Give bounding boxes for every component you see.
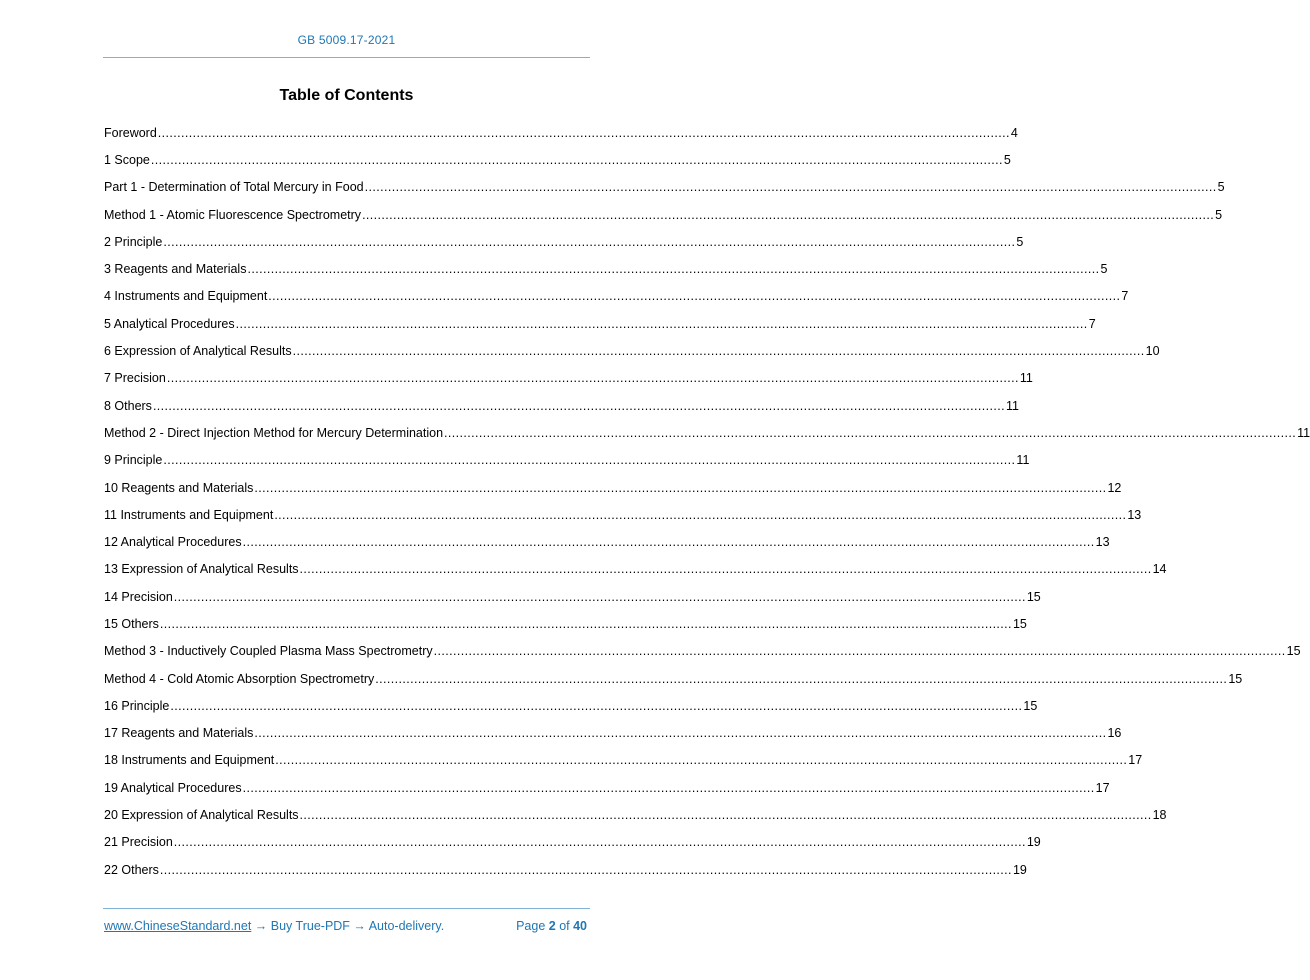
toc-entry-label: Method 3 - Inductively Coupled Plasma Mass Spectrometry xyxy=(104,644,433,659)
toc-entry-label: 4 Instruments and Equipment xyxy=(104,289,268,304)
toc-entry-label: 14 Precision xyxy=(104,589,173,604)
toc-entry-page: 11 xyxy=(1297,425,1310,440)
toc-dot-leader: ............................................................................................................................................................................................................................ xyxy=(170,698,1023,713)
toc-entry-label: 17 Reagents and Materials xyxy=(104,726,254,741)
toc-dot-leader: ............................................................................................................................................................................................................................ xyxy=(242,780,1095,795)
toc-entry[interactable] xyxy=(104,665,1243,692)
toc-entry-label: 19 Analytical Procedures xyxy=(104,780,242,795)
page-prefix: Page xyxy=(516,919,549,933)
toc-entry-label: 18 Instruments and Equipment xyxy=(104,753,275,768)
toc-dot-leader: ............................................................................................................................................................................................................................ xyxy=(157,125,1010,140)
toc-entry-page: 10 xyxy=(1145,344,1160,359)
toc-entry-page: 17 xyxy=(1095,780,1110,795)
total-pages-number: 40 xyxy=(573,919,587,933)
toc-entry-label: Method 1 - Atomic Fluorescence Spectrometry xyxy=(104,207,362,222)
toc-entry[interactable] xyxy=(104,720,1122,747)
page-title: Table of Contents xyxy=(279,87,414,104)
toc-dot-leader: ............................................................................................................................................................................................................................ xyxy=(299,562,1152,577)
toc-entry-label: 8 Others xyxy=(104,398,152,413)
toc-entry-label: 9 Principle xyxy=(104,453,163,468)
toc-entry[interactable] xyxy=(104,419,1310,446)
toc-entry-label: 7 Precision xyxy=(104,371,166,386)
toc-entry-page: 11 xyxy=(1016,453,1030,468)
page-indicator xyxy=(516,919,587,933)
footer-promo xyxy=(104,919,444,933)
toc-dot-leader: ............................................................................................................................................................................................................................ xyxy=(159,616,1012,631)
toc-entry-label: 16 Principle xyxy=(104,698,170,713)
toc-entry[interactable] xyxy=(104,501,1142,528)
toc-entry-label: 2 Principle xyxy=(104,234,163,249)
toc-entry-label: 3 Reagents and Materials xyxy=(104,262,247,277)
toc-entry-page: 7 xyxy=(1088,316,1096,331)
toc-entry[interactable] xyxy=(104,556,1167,583)
toc-entry-label: 20 Expression of Analytical Results xyxy=(104,808,299,823)
toc-entry-label: 12 Analytical Procedures xyxy=(104,535,242,550)
toc-entry-page: 15 xyxy=(1023,698,1038,713)
toc-entry-page: 17 xyxy=(1128,753,1143,768)
toc-entry[interactable] xyxy=(104,774,1110,801)
toc-dot-leader: ............................................................................................................................................................................................................................ xyxy=(173,835,1026,850)
toc-entry[interactable] xyxy=(104,337,1160,364)
toc-entry-label: Part 1 - Determination of Total Mercury in Food xyxy=(104,180,364,195)
toc-entry[interactable] xyxy=(104,146,1011,173)
toc-entry-page: 15 xyxy=(1286,644,1301,659)
toc-dot-leader: ............................................................................................................................................................................................................................ xyxy=(152,398,1005,413)
toc-dot-leader: ............................................................................................................................................................................................................................ xyxy=(163,453,1016,468)
toc-entry-page: 11 xyxy=(1019,371,1033,386)
toc-entry[interactable] xyxy=(104,474,1122,501)
toc-entry-label: 6 Expression of Analytical Results xyxy=(104,344,292,359)
toc-dot-leader: ............................................................................................................................................................................................................................ xyxy=(166,371,1019,386)
toc-entry-page: 15 xyxy=(1026,589,1041,604)
toc-dot-leader: ............................................................................................................................................................................................................................ xyxy=(268,289,1121,304)
toc-entry-label: Foreword xyxy=(104,125,157,140)
toc-dot-leader: ............................................................................................................................................................................................................................ xyxy=(444,425,1297,440)
page-separator: of xyxy=(555,919,574,933)
toc-entry[interactable] xyxy=(104,174,1225,201)
toc-dot-leader: ............................................................................................................................................................................................................................ xyxy=(235,316,1088,331)
toc-entry-page: 5 xyxy=(1215,207,1223,222)
toc-dot-leader: ............................................................................................................................................................................................................................ xyxy=(150,152,1003,167)
toc-entry[interactable] xyxy=(104,801,1167,828)
toc-dot-leader: ............................................................................................................................................................................................................................ xyxy=(247,262,1100,277)
toc-entry[interactable] xyxy=(104,392,1019,419)
footer-tagline: → Buy True-PDF → Auto-delivery. xyxy=(251,919,445,933)
toc-entry-page: 11 xyxy=(1005,398,1019,413)
toc-entry-label: 13 Expression of Analytical Results xyxy=(104,562,299,577)
toc-entry[interactable] xyxy=(104,310,1096,337)
toc-entry-page: 15 xyxy=(1012,616,1027,631)
toc-entry-page: 7 xyxy=(1121,289,1129,304)
toc-entry-page: 14 xyxy=(1152,562,1167,577)
toc-dot-leader: ............................................................................................................................................................................................................................ xyxy=(173,589,1026,604)
toc-entry-page: 19 xyxy=(1012,862,1027,877)
header-divider xyxy=(103,57,590,58)
toc-dot-leader: ............................................................................................................................................................................................................................ xyxy=(292,344,1145,359)
toc-entry-page: 13 xyxy=(1127,507,1142,522)
toc-entry[interactable] xyxy=(104,201,1223,228)
toc-entry-page: 5 xyxy=(1217,180,1225,195)
toc-entry-page: 15 xyxy=(1228,671,1243,686)
toc-entry-page: 4 xyxy=(1010,125,1018,140)
toc-entry-label: 11 Instruments and Equipment xyxy=(104,507,274,522)
toc-entry[interactable] xyxy=(104,747,1143,774)
toc-dot-leader: ............................................................................................................................................................................................................................ xyxy=(375,671,1228,686)
toc-entry-page: 13 xyxy=(1095,535,1110,550)
website-link[interactable]: www.ChineseStandard.net xyxy=(104,919,252,933)
toc-entry[interactable] xyxy=(104,255,1108,282)
toc-list xyxy=(104,119,1310,883)
toc-entry-label: 5 Analytical Procedures xyxy=(104,316,235,331)
toc-dot-leader: ............................................................................................................................................................................................................................ xyxy=(299,808,1152,823)
toc-dot-leader: ............................................................................................................................................................................................................................ xyxy=(242,535,1095,550)
toc-dot-leader: ............................................................................................................................................................................................................................ xyxy=(362,207,1215,222)
toc-entry[interactable] xyxy=(104,856,1027,883)
toc-entry[interactable] xyxy=(104,829,1041,856)
toc-dot-leader: ............................................................................................................................................................................................................................ xyxy=(274,507,1127,522)
toc-entry-page: 18 xyxy=(1152,808,1167,823)
toc-dot-leader: ............................................................................................................................................................................................................................ xyxy=(275,753,1128,768)
toc-entry[interactable] xyxy=(104,638,1301,665)
toc-entry[interactable] xyxy=(104,528,1110,555)
current-page-number: 2 xyxy=(548,919,556,933)
toc-entry-label: Method 4 - Cold Atomic Absorption Spectrometry xyxy=(104,671,375,686)
toc-entry-label: 15 Others xyxy=(104,616,159,631)
toc-entry-label: 22 Others xyxy=(104,862,159,877)
toc-dot-leader: ............................................................................................................................................................................................................................ xyxy=(433,644,1286,659)
toc-dot-leader: ............................................................................................................................................................................................................................ xyxy=(364,180,1217,195)
toc-entry[interactable] xyxy=(104,228,1024,255)
toc-entry-page: 5 xyxy=(1016,234,1024,249)
toc-entry[interactable] xyxy=(104,610,1027,637)
toc-entry[interactable] xyxy=(104,583,1041,610)
toc-entry-page: 19 xyxy=(1026,835,1041,850)
toc-dot-leader: ............................................................................................................................................................................................................................ xyxy=(163,234,1016,249)
toc-entry-label: Method 2 - Direct Injection Method for Mercury Determination xyxy=(104,425,444,440)
toc-entry-label: 1 Scope xyxy=(104,152,150,167)
toc-entry-page: 12 xyxy=(1107,480,1122,495)
toc-dot-leader: ............................................................................................................................................................................................................................ xyxy=(254,726,1107,741)
toc-entry[interactable] xyxy=(104,692,1038,719)
toc-dot-leader: ............................................................................................................................................................................................................................ xyxy=(254,480,1107,495)
toc-dot-leader: ............................................................................................................................................................................................................................ xyxy=(159,862,1012,877)
toc-entry-page: 16 xyxy=(1107,726,1122,741)
footer-divider xyxy=(103,908,590,909)
toc-entry[interactable] xyxy=(104,119,1018,146)
toc-entry[interactable] xyxy=(104,283,1129,310)
toc-entry-page: 5 xyxy=(1003,152,1011,167)
toc-entry-label: 21 Precision xyxy=(104,835,173,850)
toc-entry-label: 10 Reagents and Materials xyxy=(104,480,254,495)
toc-entry-page: 5 xyxy=(1100,262,1108,277)
toc-entry[interactable] xyxy=(104,447,1030,474)
document-standard-id: GB 5009.17-2021 xyxy=(297,33,396,47)
toc-entry[interactable] xyxy=(104,365,1033,392)
